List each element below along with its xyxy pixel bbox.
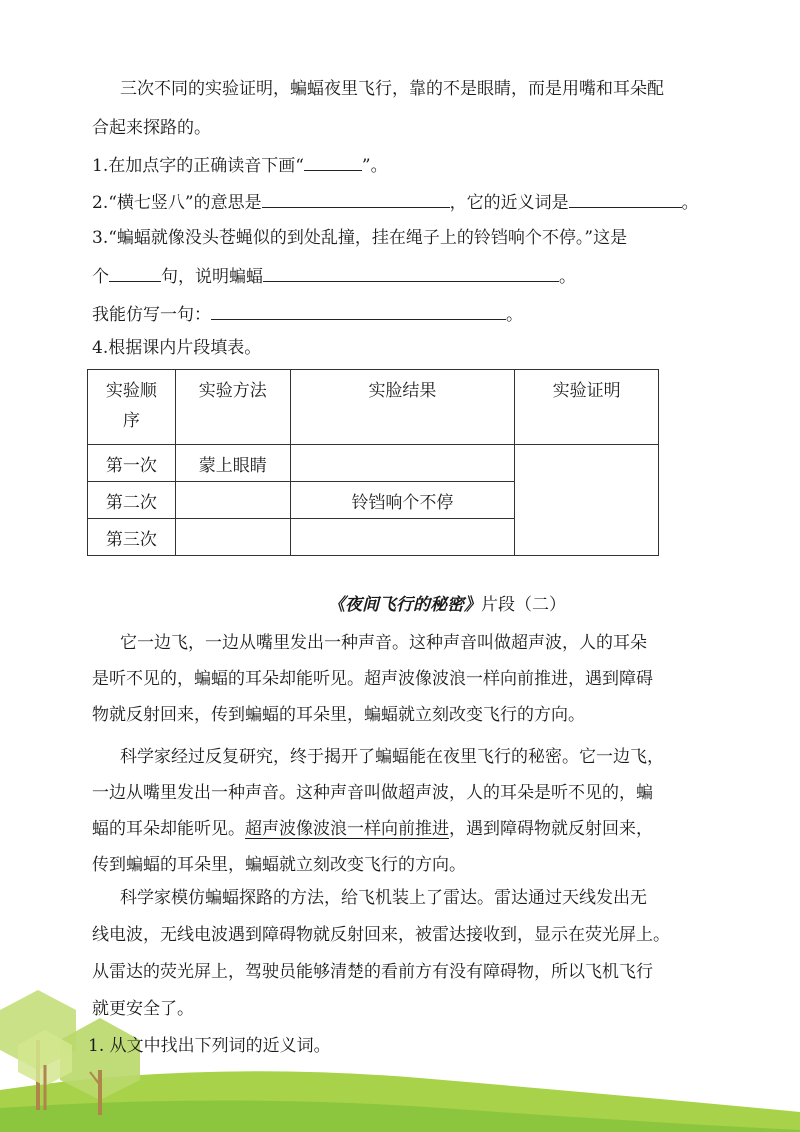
p1-line-2: 是听不见的，蝙蝠的耳朵却能听见。超声波像波浪一样向前推进，遇到障碍 — [92, 669, 653, 689]
question-3-line-1: 3.“蝙蝠就像没头苍蝇似的到处乱撞，挂在绳子上的铃铛响个不停。”这是 — [92, 228, 628, 248]
p3-question-1: 1. 从文中找出下列词的近义词。 — [88, 1036, 331, 1056]
p3-line-4: 就更安全了。 — [92, 999, 194, 1019]
header-proof: 实验证明 — [515, 370, 659, 445]
row-2-order: 第二次 — [88, 482, 176, 519]
question-1-end: ”。 — [361, 156, 388, 176]
intro-line-1: 三次不同的实验证明，蝙蝠夜里飞行，靠的不是眼睛，而是用嘴和耳朵配 — [120, 79, 664, 99]
p2-line-1: 科学家经过反复研究，终于揭开了蝙蝠能在夜里飞行的秘密。它一边飞， — [120, 747, 664, 767]
header-method: 实验方法 — [175, 370, 290, 445]
row-3-order: 第三次 — [88, 519, 176, 556]
p3-line-3: 从雷达的荧光屏上，驾驶员能够清楚的看前方有没有障碍物，所以飞机飞行 — [92, 962, 653, 982]
header-order-part-1: 实验顺 — [105, 381, 157, 401]
row-2-result[interactable]: 铃铛响个不停 — [290, 482, 515, 519]
header-order-part-2: 序 — [122, 411, 140, 431]
p1-line-1: 它一边飞，一边从嘴里发出一种声音。这种声音叫做超声波，人的耳朵 — [120, 633, 647, 653]
imitate-end: 。 — [506, 305, 523, 325]
p3-line-1: 科学家模仿蝙蝠探路的方法，给飞机装上了雷达。雷达通过天线发出无 — [120, 888, 647, 908]
p1-line-3: 物就反射回来，传到蝙蝠的耳朵里，蝙蝠就立刻改变飞行的方向。 — [92, 705, 585, 725]
p2-line-4: 传到蝙蝠的耳朵里，蝙蝠就立刻改变飞行的方向。 — [92, 855, 466, 875]
header-result: 实脸结果 — [290, 370, 515, 445]
row-1-method[interactable]: 蒙上眼睛 — [175, 445, 290, 482]
question-1-text: 1.在加点字的正确读音下画“ — [92, 156, 304, 176]
question-2-end: 。 — [681, 193, 699, 213]
passage-title-book: 《夜间飞行的秘密》 — [328, 595, 481, 615]
p2-underlined-sentence: 超声波像波浪一样向前推进 — [245, 819, 449, 839]
question-3-part-a: 个 — [92, 267, 109, 287]
imitate-label: 我能仿写一句： — [92, 305, 211, 325]
question-2-part-a: 2.“横七竖八”的意思是 — [92, 193, 262, 213]
p2-line-3-a: 蝠的耳朵却能听见。 — [92, 819, 245, 839]
question-3-end: 。 — [559, 267, 576, 287]
question-3-part-b: 句，说明蝙蝠 — [161, 267, 263, 287]
passage-title-rest: 片段（二） — [481, 595, 566, 615]
p2-line-3-b: ，遇到障碍物就反射回来， — [449, 819, 653, 839]
question-2-part-b: ，它的近义词是 — [449, 193, 569, 213]
row-1-order: 第一次 — [88, 445, 176, 482]
p2-line-2: 一边从嘴里发出一种声音。这种声音叫做超声波，人的耳朵是听不见的，蝙 — [92, 783, 653, 803]
question-4: 4.根据课内片段填表。 — [92, 338, 262, 358]
intro-line-2: 合起来探路的。 — [92, 118, 211, 138]
p3-line-2: 线电波，无线电波遇到障碍物就反射回来，被雷达接收到，显示在荧光屏上。 — [92, 925, 670, 945]
